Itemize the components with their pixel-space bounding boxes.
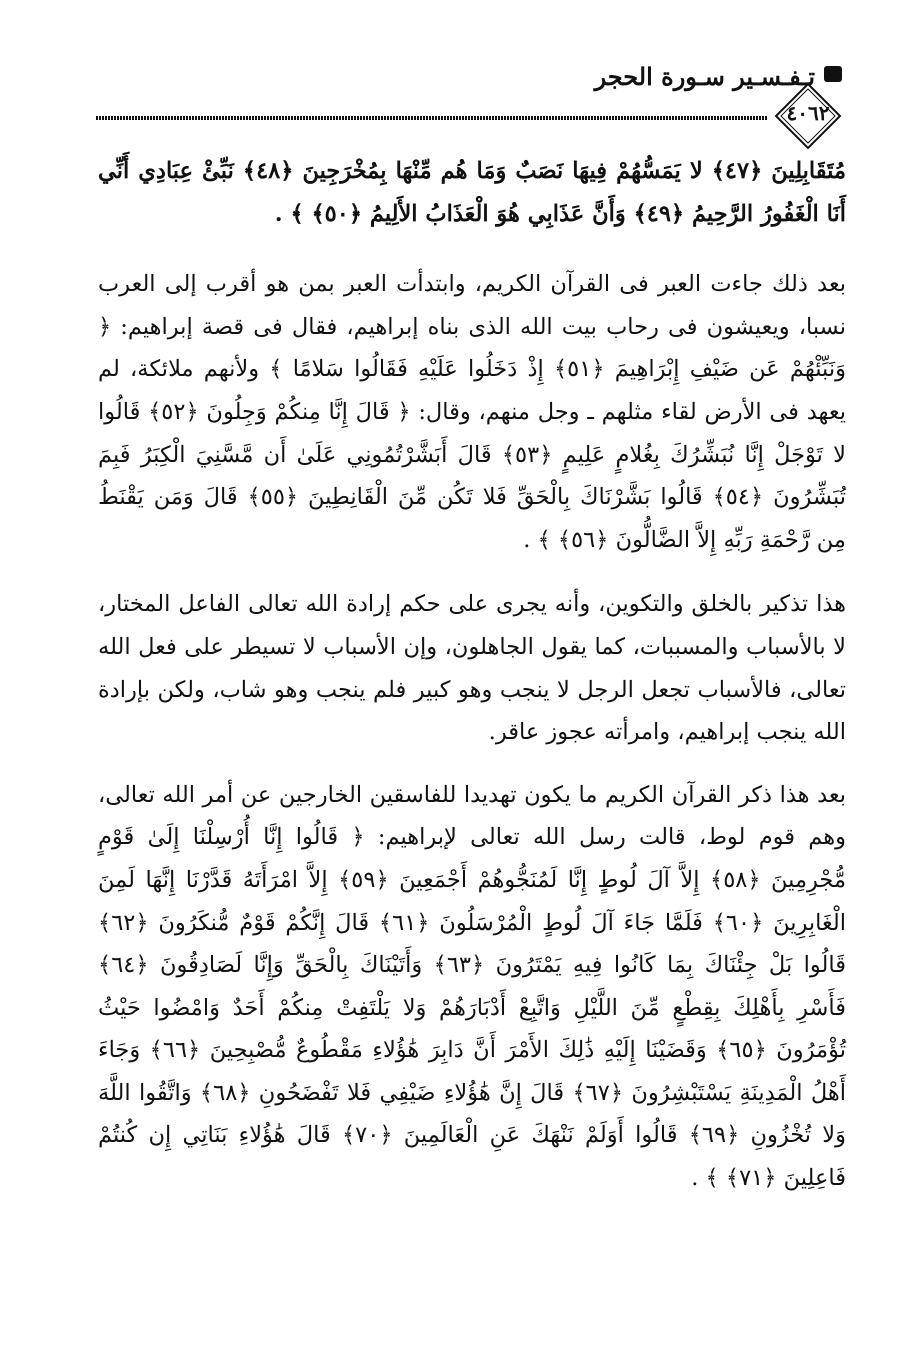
verse-paragraph: مُتَقَابِلِينَ ﴿٤٧﴾ لا يَمَسُّهُمْ فِيهَا نَصَبٌ وَمَا هُم مِّنْهَا بِمُخْرَجِينَ ﴿٤٨﴾ نَبِّئْ عِبَادِي أَنِّي أَنَا الْغَفُورُ الرَّحِيمُ ﴿٤٩﴾ وَأَنَّ عَذَابِي هُوَ الْعَذَابُ الأَلِيمُ ﴿٥٠﴾ ﴾ . (98, 158, 846, 227)
header-title: تـفـسـير سـورة الحجر (594, 62, 815, 91)
header-rule (96, 116, 768, 120)
page-body (98, 150, 846, 1200)
page-number: ٤٠٦٢ (786, 101, 830, 125)
body-paragraph: بعد هذا ذكر القرآن الكريم ما يكون تهديدا للفاسقين الخارجين عن أمر الله تعالى، وهم قوم لوط، قالت رسل الله تعالى لإبراهيم: ﴿ قَالُوا إِنَّا أُرْسِلْنَا إِلَىٰ قَوْمٍ مُّجْرِمِينَ ﴿٥٨﴾ إِلاَّ آلَ لُوطٍ إِنَّا لَمُنَجُّوهُمْ أَجْمَعِينَ ﴿٥٩﴾ إِلاَّ امْرَأَتَهُ قَدَّرْنَا إِنَّهَا لَمِنَ الْغَابِرِينَ ﴿٦٠﴾ فَلَمَّا جَاءَ آلَ لُوطٍ الْمُرْسَلُونَ ﴿٦١﴾ قَالَ إِنَّكُمْ قَوْمٌ مُّنكَرُونَ ﴿٦٢﴾ قَالُوا بَلْ جِئْنَاكَ بِمَا كَانُوا فِيهِ يَمْتَرُونَ ﴿٦٣﴾ وَأَتَيْنَاكَ بِالْحَقِّ وَإِنَّا لَصَادِقُونَ ﴿٦٤﴾ فَأَسْرِ بِأَهْلِكَ بِقِطْعٍ مِّنَ اللَّيْلِ وَاتَّبِعْ أَدْبَارَهُمْ وَلا يَلْتَفِتْ مِنكُمْ أَحَدٌ وَامْضُوا حَيْثُ تُؤْمَرُونَ ﴿٦٥﴾ وَقَضَيْنَا إِلَيْهِ ذَٰلِكَ الأَمْرَ أَنَّ دَابِرَ هَٰؤُلاءِ مَقْطُوعٌ مُّصْبِحِينَ ﴿٦٦﴾ وَجَاءَ أَهْلُ الْمَدِينَةِ يَسْتَبْشِرُونَ ﴿٦٧﴾ قَالَ إِنَّ هَٰؤُلاءِ ضَيْفِي فَلا تَفْضَحُونِ ﴿٦٨﴾ وَاتَّقُوا اللَّهَ وَلا تُخْزُونِ ﴿٦٩﴾ قَالُوا أَوَلَمْ نَنْهَكَ عَنِ الْعَالَمِينَ ﴿٧٠﴾ قَالَ هَٰؤُلاءِ بَنَاتِي إِن كُنتُمْ فَاعِلِينَ ﴿٧١﴾ ﴾ . (98, 781, 846, 1192)
running-header (100, 60, 840, 90)
body-paragraph: هذا تذكير بالخلق والتكوين، وأنه يجرى على حكم إرادة الله تعالى الفاعل المختار، لا بالأسباب والمسببات، كما يقول الجاهلون، وإن الأسباب لا تسيطر على فعل الله تعالى، فالأسباب تجعل الرجل لا ينجب وهو كبير فلم ينجب وهو شاب، ولكن بإرادة الله ينجب إبراهيم، وامرأته عجوز عاقر. (98, 591, 846, 746)
body-paragraph: بعد ذلك جاءت العبر فى القرآن الكريم، وابتدأت العبر بمن هو أقرب إلى العرب نسبا، ويعيشون فى رحاب بيت الله الذى بناه إبراهيم، فقال فى قصة إبراهيم: ﴿ وَنَبِّئْهُمْ عَن ضَيْفِ إِبْرَاهِيمَ ﴿٥١﴾ إِذْ دَخَلُوا عَلَيْهِ فَقَالُوا سَلامًا ﴾ ولأنهم ملائكة، لم يعهد فى الأرض لقاء مثلهم ـ وجل منهم، وقال: ﴿ قَالَ إِنَّا مِنكُمْ وَجِلُونَ ﴿٥٢﴾ قَالُوا لا تَوْجَلْ إِنَّا نُبَشِّرُكَ بِغُلامٍ عَلِيمٍ ﴿٥٣﴾ قَالَ أَبَشَّرْتُمُونِي عَلَىٰ أَن مَّسَّنِيَ الْكِبَرُ فَبِمَ تُبَشِّرُونَ ﴿٥٤﴾ قَالُوا بَشَّرْنَاكَ بِالْحَقِّ فَلا تَكُن مِّنَ الْقَانِطِينَ ﴿٥٥﴾ قَالَ وَمَن يَقْنَطُ مِن رَّحْمَةِ رَبِّهِ إِلاَّ الضَّالُّونَ ﴿٥٦﴾ ﴾ . (98, 271, 846, 553)
